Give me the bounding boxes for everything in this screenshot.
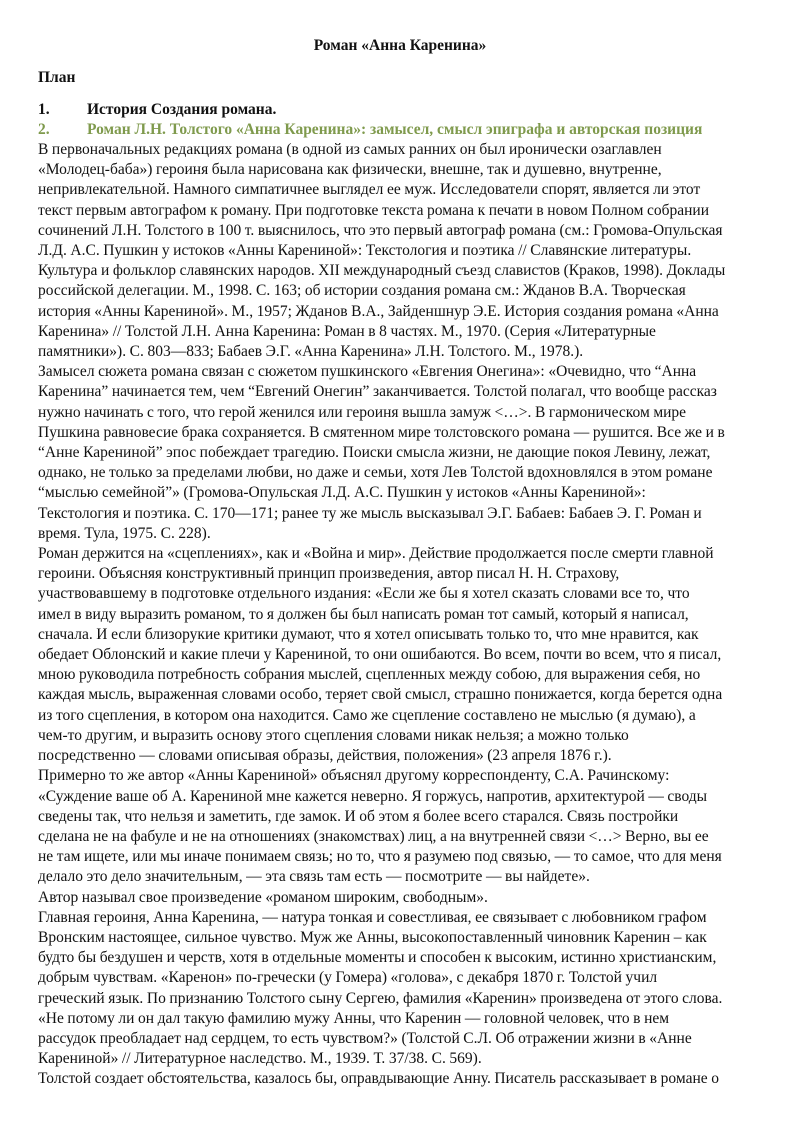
text-line: Каренина” начинается тем, чем “Евгений Онегин” заканчивается. Толстой полагал, что вообще рассказ [38,383,717,401]
document-title: Роман «Анна Каренина» [313,37,487,54]
text-line: сначала. И если близорукие критики думают, что я хотел описывать только то, что мне нравится, как [38,625,699,643]
text-line: Роман держится на «сцеплениях», как и «Война и мир». Действие продолжается после смерти главной [38,545,714,563]
text-line: Автор называл свое произведение «романом широким, свободным». [38,888,488,906]
text-line: Примерно то же автор «Анны Карениной» объяснял другому корреспонденту, С.А. Рачинскому: [38,767,670,785]
plan-item [38,100,762,120]
text-line: В первоначальных редакциях романа (в одной из самых ранних он был иронически озаглавлен [38,141,662,158]
text-line: однако, не только за пределами любви, но даже и семьи, хотя Лев Толстой вдохновлялся в этом романе [38,464,713,482]
text-line: Карениной» // Литературное наследство. М., 1939. Т. 37/38. С. 569). [38,1050,482,1068]
paragraph [38,544,762,766]
text-line: посредственно — словами описывая образы, действия, положения» (23 апреля 1876 г.). [38,747,612,765]
text-line: Толстой создает обстоятельства, казалось бы, оправдывающие Анну. Писатель рассказывает в романе о [38,1070,719,1088]
text-line: Вронским настоящее, сильное чувство. Муж же Анны, высокопоставленный чиновник Каренин – как [38,928,707,946]
text-line: история «Анны Карениной». М., 1957; Жданов В.А., Зайденшнур Э.Е. История создания романа «Анна [38,302,719,320]
plan-list [38,100,762,140]
plan-item-number: 1. [38,101,50,118]
text-line: мною руководила потребность собрания мыслей, сцепленных между собою, для выражения себя, но [38,666,701,684]
text-line: добрым чувствам. «Каренон» по-гречески (у Гомера) «голова», с декабря 1870 г. Толстой учил [38,969,658,987]
text-line: «Молодец-баба») героиня была нарисована как физически, внешне, так и душевно, внутренне, [38,161,662,179]
paragraph [38,888,762,908]
paragraph [38,908,762,1070]
text-line: сочинений Л.Н. Толстого в 100 т. выяснилось, что это первый автограф романа (см.: Громова-Опульская [38,221,723,239]
text-line: «Не потому ли он дал такую фамилию мужу Анны, что Каренин — головной человек, что в нем [38,1009,670,1027]
text-line: греческий язык. По признанию Толстого сыну Сергею, фамилия «Каренин» произведена от этого слова. [38,989,723,1007]
text-line: Культура и фольклор славянских народов. XII международный съезд славистов (Краков, 1998). Доклады [38,262,726,280]
plan-item-text: Роман Л.Н. Толстого «Анна Каренина»: замысел, смысл эпиграфа и авторская позиция [87,121,703,138]
paragraph [38,1069,762,1089]
text-line: “мыслью семейной”» (Громова-Опульская Л.Д. А.С. Пушкин у истоков «Анны Карениной»: [38,484,646,502]
text-line: имел в виду выразить романом, то я должен бы был написать роман тот самый, который я написал, [38,605,689,623]
text-line: рассудок преобладает над сердцем, то есть чувством?» (Толстой С.Л. Об отражении жизни в «Анне [38,1029,692,1047]
text-line: сведены так, что нельзя и заметить, где замок. И об этом я более всего старался. Связь постройки [38,807,679,825]
text-line: чем-то другим, и выразить основу этого сцепления словами никак нельзя; а можно только [38,726,629,744]
paragraph [38,766,762,887]
text-line: текст первым автографом к роману. При подготовке текста романа к печати в новом Полном собрании [38,201,710,219]
text-line: будто бы бездушен и черств, хотя в отдельные моменты и способен к высоким, истинно христианским, [38,949,717,967]
body-text [38,140,762,1090]
text-line: сделана не на фабуле и не на отношениях (знакомствах) лиц, а на внутренней связи <…> Верно, вы ее [38,827,709,845]
text-line: Текстология и поэтика. С. 170—171; ранее ту же мысль высказывал Э.Г. Бабаев: Бабаев Э. Г. Роман и [38,504,702,522]
paragraph [38,362,762,544]
text-line: Пушкина равновесие брака сохраняется. В смятенном мире толстовского романа — рушится. Все же и в [38,423,725,441]
text-line: нужно начинать с того, что герой женился или героиня вышла замуж <…>. В гармоническом мире [38,403,687,421]
plan-item-number: 2. [38,121,50,138]
plan-item-text: История Создания романа. [87,101,277,118]
text-line: обедает Облонский и какие плечи у Карениной, то они ошибаются. Во всем, почти во всем, что я писал, [38,646,722,664]
text-line: Главная героиня, Анна Каренина, — натура тонкая и совестливая, ее связывает с любовником графом [38,908,707,926]
text-line: участвовавшему в подготовке отдельного издания: «Если же бы я хотел сказать словами все то, что [38,585,690,603]
plan-item-current [38,120,762,140]
text-line: “Анне Карениной” эпос побеждает трагедию. Поиски смысла жизни, не дающие покоя Левину, лежат, [38,444,711,462]
text-line: каждая мысль, выраженная словами особо, теряет свой смысл, страшно понижается, когда берется одна [38,686,723,704]
text-line: время. Тула, 1975. С. 228). [38,524,211,542]
paragraph [38,140,762,362]
text-line: героини. Объясняя конструктивный принцип произведения, автор писал Н. Н. Страхову, [38,565,620,583]
text-line: непривлекательной. Намного симпатичнее выглядел ее муж. Исследователи спорят, является ли этот [38,181,701,199]
text-line: «Суждение ваше об А. Карениной мне кажется неверно. Я горжусь, напротив, архитектурой — своды [38,787,708,805]
text-line: российской делегации. М., 1998. С. 163; об истории создания романа см.: Жданов В.А. Творческая [38,282,686,300]
text-line: Замысел сюжета романа связан с сюжетом пушкинского «Евгения Онегина»: «Очевидно, что “Анна [38,363,697,381]
document-page [38,36,762,1090]
text-line: Каренина» // Толстой Л.Н. Анна Каренина: Роман в 8 частях. М., 1970. (Серия «Литературные [38,322,656,340]
text-line: Л.Д. А.С. Пушкин у истоков «Анны Карениной»: Текстология и поэтика // Славянские литературы. [38,242,692,260]
text-line: памятники»). С. 803—833; Бабаев Э.Г. «Анна Каренина» Л.Н. Толстого. М., 1978.). [38,343,584,361]
text-line: делало это дело значительным, — эта связь там есть — посмотрите — вы найдете». [38,868,590,886]
plan-heading: План [38,69,76,86]
text-line: не там ищете, или мы иначе понимаем связь; но то, что я разумею под связью, — то самое, что для меня [38,848,722,866]
text-line: из того сцепления, в котором она находится. Само же сцепление составлено не мыслью (я думаю), а [38,706,696,724]
